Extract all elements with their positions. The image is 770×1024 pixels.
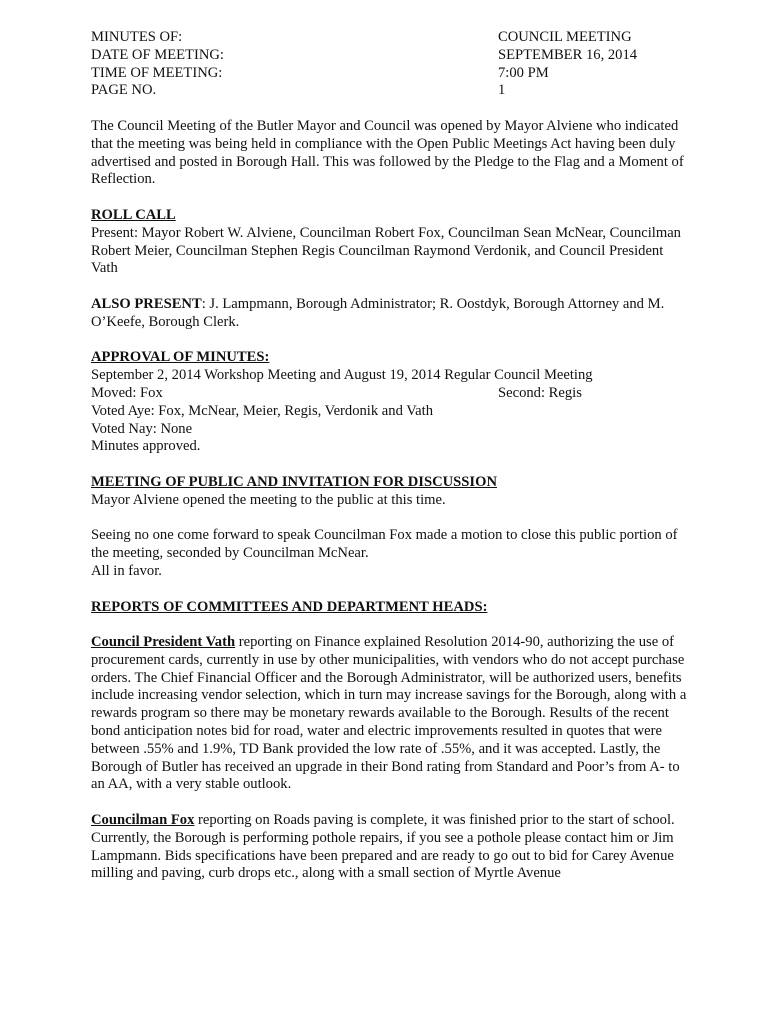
also-present-section [91, 296, 689, 332]
public-section [91, 474, 689, 510]
public-close-text: Seeing no one come forward to speak Councilman Fox made a motion to close this public portion of the meeting, seconded by Councilman McNear. [91, 527, 678, 562]
reports-heading: REPORTS OF COMMITTEES AND DEPARTMENT HEADS: [91, 598, 488, 615]
also-present-label: ALSO PRESENT [91, 295, 202, 312]
public-heading: MEETING OF PUBLIC AND INVITATION FOR DISCUSSION [91, 473, 497, 490]
voted-nay: Voted Nay: None [91, 420, 193, 437]
public-all-in-favor: All in favor. [91, 562, 162, 579]
header-label-date: DATE OF MEETING: [91, 46, 224, 63]
header-value-time: 7:00 PM [498, 64, 549, 81]
header-row [91, 82, 689, 100]
header-value-minutes-of: COUNCIL MEETING [498, 29, 632, 45]
motion-row [91, 385, 689, 403]
report-fox-text: reporting on Roads paving is complete, it was finished prior to the start of school. Currently, the Borough is performing pothole repairs, if you see a pothole please contact him or Jim Lampmann. Bids specifications have been prepared and are ready to go out to bid for Carey Avenue milling and paving, curb drops etc., along with a small section of Myrtle Avenue [91, 812, 675, 882]
voted-aye: Voted Aye: Fox, McNear, Meier, Regis, Verdonik and Vath [91, 402, 434, 419]
header-value-date: SEPTEMBER 16, 2014 [498, 46, 638, 63]
report-vath-name: Council President Vath [91, 634, 236, 651]
report-vath-text: reporting on Finance explained Resolution 2014-90, authorizing the use of procurement cards, currently in use by other municipalities, with vendors who do not accept purchase orders. The Chief Financial Officer and the Borough Administrator, will be authorized users, benefits include increasing vendor selection, which in turn may increase savings for the Borough, along with a rewards program so there may be monetary rewards available to the Borough. Results of the recent bond anticipation notes bid for road, water and electric improvements resulted in quotes that were between .55% and 1.9%, TD Bank provided the low rate of .55%, and it was accepted. Lastly, the Borough of Butler has received an upgrade in their Bond rating from Standard and Poor’s from A- to an AA, with a very stable outlook. [91, 634, 687, 793]
report-fox [91, 812, 689, 883]
header-value-page: 1 [498, 82, 506, 99]
header-row [91, 29, 689, 47]
report-vath [91, 634, 689, 794]
seconded-by: Second: Regis [498, 384, 582, 401]
roll-call-section [91, 207, 689, 278]
approval-result: Minutes approved. [91, 438, 201, 455]
public-opened: Mayor Alviene opened the meeting to the public at this time. [91, 491, 446, 508]
approval-heading: APPROVAL OF MINUTES: [91, 349, 270, 366]
header-label-minutes-of: MINUTES OF: [91, 29, 183, 45]
moved-by: Moved: Fox [91, 384, 163, 401]
report-fox-name: Councilman Fox [91, 812, 195, 829]
header-row [91, 47, 689, 65]
header-label-time: TIME OF MEETING: [91, 64, 223, 81]
minutes-header [91, 29, 689, 100]
header-row [91, 65, 689, 83]
intro-paragraph: The Council Meeting of the Butler Mayor and Council was opened by Mayor Alviene who indicated that the meeting was being held in compliance with the Open Public Meetings Act having been duly advertised and posted in Borough Hall. This was followed by the Pledge to the Flag and a Moment of Reflection. [91, 117, 684, 188]
public-close-section [91, 527, 689, 580]
approval-meetings: September 2, 2014 Workshop Meeting and August 19, 2014 Regular Council Meeting [91, 367, 593, 384]
roll-call-text: Present: Mayor Robert W. Alviene, Councilman Robert Fox, Councilman Sean McNear, Councilman Robert Meier, Councilman Stephen Regis Councilman Raymond Verdonik, and Council President Vath [91, 224, 681, 277]
also-present-text: : J. Lampmann, Borough Administrator; R. Oostdyk, Borough Attorney and M. O’Keefe, Borough Clerk. [91, 295, 665, 330]
roll-call-heading: ROLL CALL [91, 206, 176, 223]
header-label-page: PAGE NO. [91, 82, 157, 99]
minutes-page [91, 29, 689, 883]
approval-section [91, 349, 689, 456]
